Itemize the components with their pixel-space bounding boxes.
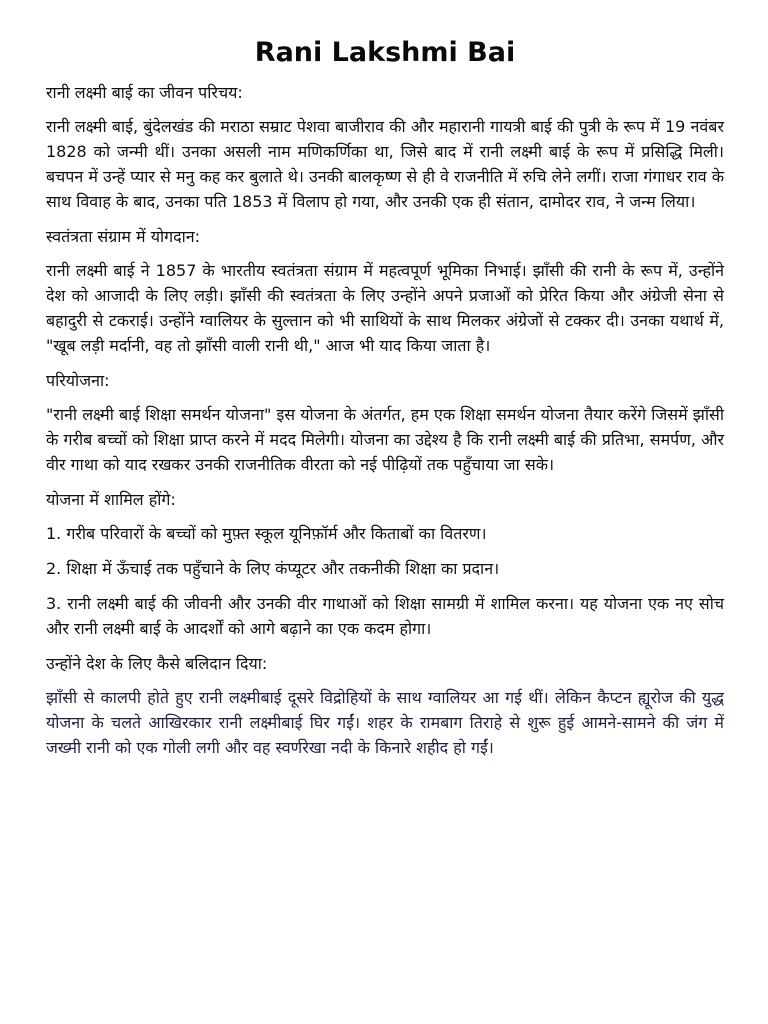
- section-biography: [46, 80, 724, 214]
- document-title: Rani Lakshmi Bai: [254, 37, 516, 68]
- paragraph-biography: रानी लक्ष्मी बाई, बुंदेलखंड की मराठा सम्राट पेशवा बाजीराव की और महारानी गायत्री बाई की पुत्री के रूप में 19 नवंबर 1828 को जन्मी थीं। उनका असली नाम मणिकर्णिका था, जिसे बाद में रानी लक्ष्मी बाई के रूप में प्रसिद्धि मिली। बचपन में उन्हें प्यार से मनु कह कर बुलाते थे। उनकी बालकृष्ण से ही वे राजनीति में रुचि लेने लगीं। राजा गंगाधर राव के साथ विवाह के बाद, उनका पति 1853 में विलाप हो गया, और उनकी एक ही संतान, दामोदर राव, ने जन्म लिया।: [46, 117, 724, 211]
- list-item: 1. गरीब परिवारों के बच्चों को मुफ़्त स्कूल यूनिफ़ॉर्म और किताबों का वितरण।: [46, 524, 487, 543]
- section-sacrifice: [46, 651, 724, 760]
- list-item: 2. शिक्षा में ऊँचाई तक पहुँचाने के लिए कंप्यूटर और तकनीकी शिक्षा का प्रदान।: [46, 559, 500, 578]
- section-plan-items: [46, 487, 724, 641]
- section-project: [46, 368, 724, 477]
- paragraph-project: "रानी लक्ष्मी बाई शिक्षा समर्थन योजना" इस योजना के अंतर्गत, हम एक शिक्षा समर्थन योजना तैयार करेंगे जिसमें झाँसी के गरीब बच्चों को शिक्षा प्राप्त करने में मदद मिलेगी। योजना का उद्देश्य है कि रानी लक्ष्मी बाई की प्रतिभा, समर्पण, और वीर गाथा को याद रखकर उनकी राजनीतिक वीरता को नई पीढ़ियों तक पहुँचाया जा सके।: [46, 405, 724, 474]
- section-heading-project: परियोजना:: [46, 371, 110, 390]
- section-freedom-struggle: [46, 224, 724, 358]
- section-heading-freedom-struggle: स्वतंत्रता संग्राम में योगदान:: [46, 227, 201, 246]
- paragraph-freedom-struggle: रानी लक्ष्मी बाई ने 1857 के भारतीय स्वतंत्रता संग्राम में महत्वपूर्ण भूमिका निभाई। झाँसी की रानी के रूप में, उन्होंने देश को आजादी के लिए लड़ी। झाँसी की स्वतंत्रता के लिए उन्होंने अपने प्रजाओं को प्रेरित किया और अंग्रेजी सेना से बहादुरी से टकराई। उन्होंने ग्वालियर के सुल्तान को भी साथियों के साथ मिलकर अंग्रेजों से टक्कर दी। उनका यथार्थ में, "खूब लड़ी मर्दानी, वह तो झाँसी वाली रानी थी," आज भी याद किया जाता है।: [46, 261, 724, 355]
- paragraph-sacrifice: झाँसी से कालपी होते हुए रानी लक्ष्मीबाई दूसरे विद्रोहियों के साथ ग्वालियर आ गई थीं। लेकिन कैप्टन ह्यूरोज की युद्ध योजना के चलते आखिरकार रानी लक्ष्मीबाई घिर गईं। शहर के रामबाग तिराहे से शुरू हुई आमने-सामने की जंग में जख्मी रानी को एक गोली लगी और वह स्वर्णरेखा नदी के किनारे शहीद हो गईं।: [46, 688, 724, 757]
- section-heading-sacrifice: उन्होंने देश के लिए कैसे बलिदान दिया:: [46, 654, 268, 673]
- list-item: 3. रानी लक्ष्मी बाई की जीवनी और उनकी वीर गाथाओं को शिक्षा सामग्री में शामिल करना। यह योजना एक नए सोच और रानी लक्ष्मी बाई के आदर्शों को आगे बढ़ाने का एक कदम होगा।: [46, 594, 724, 638]
- section-heading-plan-items: योजना में शामिल होंगे:: [46, 490, 176, 509]
- section-heading-biography: रानी लक्ष्मी बाई का जीवन परिचय:: [46, 83, 243, 102]
